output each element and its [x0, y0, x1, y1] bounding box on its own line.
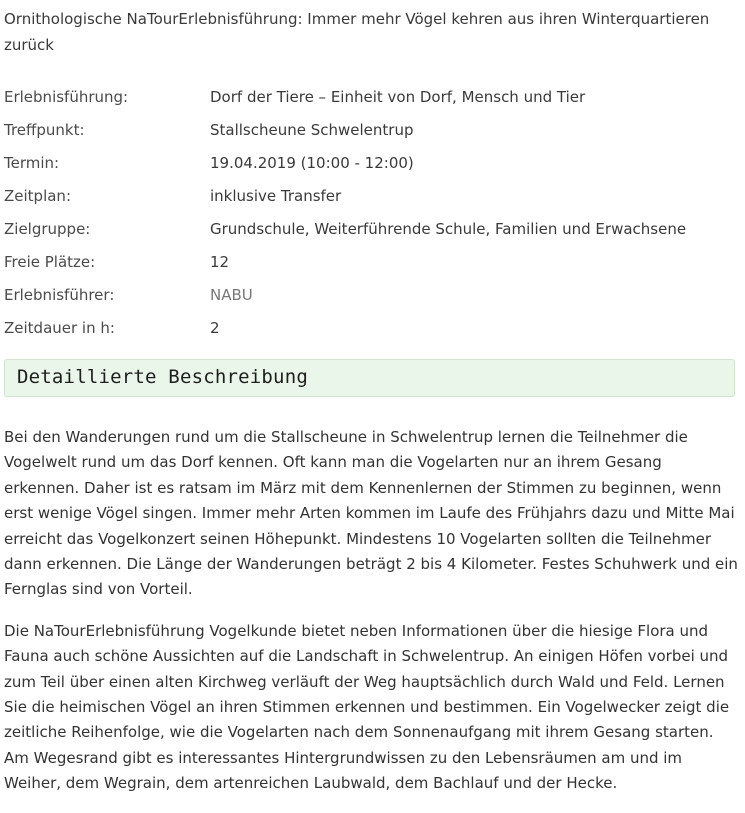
fact-row-zeitdauer	[4, 311, 739, 344]
fact-row-zielgruppe	[4, 212, 739, 245]
fact-value: Dorf der Tiere – Einheit von Dorf, Mensch und Tier	[210, 87, 586, 106]
fact-label: Erlebnisführung:	[4, 87, 129, 106]
fact-row-freie-plaetze	[4, 245, 739, 278]
section-title: Detaillierte Beschreibung	[17, 366, 308, 388]
fact-row-erlebnisfuehrer	[4, 278, 739, 311]
fact-row-treffpunkt	[4, 113, 739, 146]
fact-label: Freie Plätze:	[4, 252, 96, 271]
description-paragraph: Die NaTourErlebnisführung Vogelkunde bietet neben Informationen über die hiesige Flora und Fauna auch schöne Aussichten auf die Landschaft in Schwelentrup. An einigen Höfen vorbei und zum Teil über einen alten Kirchweg verläuft der Weg hauptsächlich durch Wald und Feld. Lernen Sie die heimischen Vögel an ihren Stimmen erkennen und bestimmen. Ein Vogelwecker zeigt die zeitliche Reihenfolge, wie die Vogelarten nach dem Sonnenaufgang mit ihrem Gesang starten. Am Wegesrand gibt es interessantes Hintergrundwissen zu den Lebensräumen am und im Weiher, dem Wegrain, dem artenreichen Laubwald, dem Bachlauf und der Hecke.	[4, 621, 730, 793]
page-title: Ornithologische NaTourErlebnisführung: Immer mehr Vögel kehren aus ihren Winterquartieren zurück	[4, 10, 710, 54]
fact-value: Stallscheune Schwelentrup	[210, 120, 414, 139]
fact-value: Grundschule, Weiterführende Schule, Familien und Erwachsene	[210, 219, 687, 238]
fact-row-erlebnisfuehrung	[4, 80, 739, 113]
fact-label: Termin:	[4, 153, 60, 172]
fact-value: 2	[210, 318, 220, 337]
fact-row-termin	[4, 146, 739, 179]
fact-value: 12	[210, 252, 230, 271]
guide-link[interactable]: NABU	[210, 285, 253, 304]
event-facts	[4, 80, 739, 344]
fact-row-zeitplan	[4, 179, 739, 212]
description	[4, 425, 741, 813]
fact-label: Erlebnisführer:	[4, 285, 115, 304]
fact-value: inklusive Transfer	[210, 186, 342, 205]
fact-label: Treffpunkt:	[4, 120, 85, 139]
fact-label: Zeitplan:	[4, 186, 71, 205]
fact-label: Zeitdauer in h:	[4, 318, 115, 337]
section-header	[4, 359, 735, 397]
fact-value: 19.04.2019 (10:00 - 12:00)	[210, 153, 414, 172]
description-paragraph: Bei den Wanderungen rund um die Stallscheune in Schwelentrup lernen die Teilnehmer die Vogelwelt rund um das Dorf kennen. Oft kann man die Vogelarten nur an ihrem Gesang erkennen. Daher ist es ratsam im März mit dem Kennenlernen der Stimmen zu beginnen, wenn erst wenige Vögel singen. Immer mehr Arten kommen im Laufe des Frühjahrs dazu und Mitte Mai erreicht das Vogelkonzert seinen Höhepunkt. Mindestens 10 Vogelarten sollten die Teilnehmer dann erkennen. Die Länge der Wanderungen beträgt 2 bis 4 Kilometer. Festes Schuhwerk und ein Fernglas sind von Vorteil.	[4, 428, 738, 599]
fact-label: Zielgruppe:	[4, 219, 91, 238]
